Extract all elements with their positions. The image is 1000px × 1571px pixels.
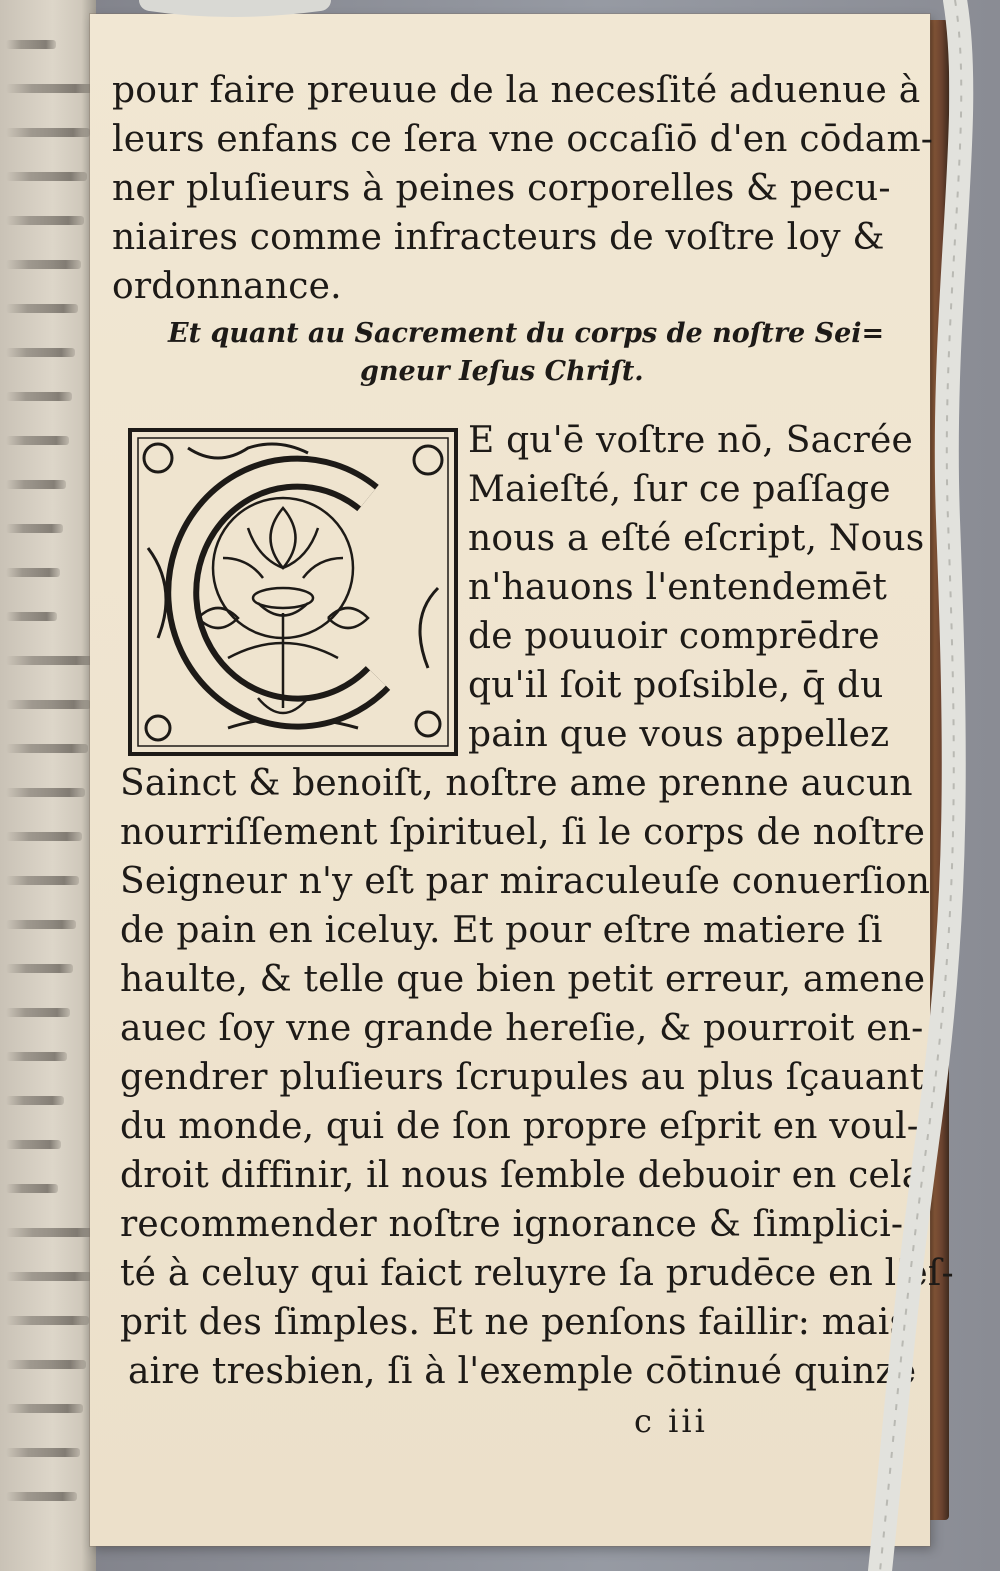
text-line: ner pluſieurs à peines corporelles & pecu-: [112, 168, 891, 209]
text-line: de pouuoir comprēdre: [468, 616, 880, 657]
text-line: pour faire preuue de la necesſité aduenue à: [112, 70, 921, 111]
signature-mark: c iii: [634, 1402, 708, 1440]
text-line: Sainct & benoiſt, noſtre ame prenne aucun: [120, 763, 913, 804]
text-line: Maieſté, ſur ce paſſage: [468, 469, 891, 510]
text-line: auec ſoy vne grande hereſie, & pourroit en-: [120, 1008, 924, 1049]
section-heading: Et quant au Sacrement du corps de noſtre Sei=: [168, 318, 885, 349]
ornament-initial-icon: [128, 428, 458, 756]
text-line: recommender noſtre ignorance & ſimplici-: [120, 1204, 904, 1245]
text-line: E qu'ē voſtre nō, Sacrée: [468, 420, 914, 461]
text-line: n'hauons l'entendemēt: [468, 567, 888, 608]
text-line: qu'il ſoit poſsible, q̄ du: [468, 665, 884, 706]
text-line: pain que vous appellez: [468, 714, 890, 755]
text-line: prit des ſimples. Et ne penſons faillir: mais: [120, 1302, 909, 1343]
text-line: niaires comme infracteurs de voſtre loy &: [112, 217, 885, 258]
text-line: de pain en iceluy. Et pour eſtre matiere ſi: [120, 910, 883, 951]
text-line: nous a eſté eſcript, Nous: [468, 518, 925, 559]
text-line: du monde, qui de ſon propre eſprit en voul-: [120, 1106, 920, 1147]
text-line: gendrer pluſieurs ſcrupules au plus ſçauant: [120, 1057, 925, 1098]
text-line: ordonnance.: [112, 266, 342, 307]
text-line: aire tresbien, ſi à l'exemple cōtinué quinze: [128, 1351, 917, 1392]
section-heading: gneur Ieſus Chriſt.: [360, 356, 644, 387]
text-line: droit diffinir, il nous ſemble debuoir en cela: [120, 1155, 924, 1196]
text-line: té à celuy qui faict reluyre ſa prudēce en l'eſ-: [120, 1253, 954, 1294]
text-line: leurs enfans ce ſera vne occaſiō d'en cōdam-: [112, 119, 934, 160]
text-line: nourriſſement ſpirituel, ſi le corps de noſtre: [120, 812, 926, 853]
text-line: Seigneur n'y eſt par miraculeuſe conuerſion: [120, 861, 931, 902]
text-line: haulte, & telle que bien petit erreur, amene: [120, 959, 926, 1000]
decorated-initial: [128, 428, 458, 756]
